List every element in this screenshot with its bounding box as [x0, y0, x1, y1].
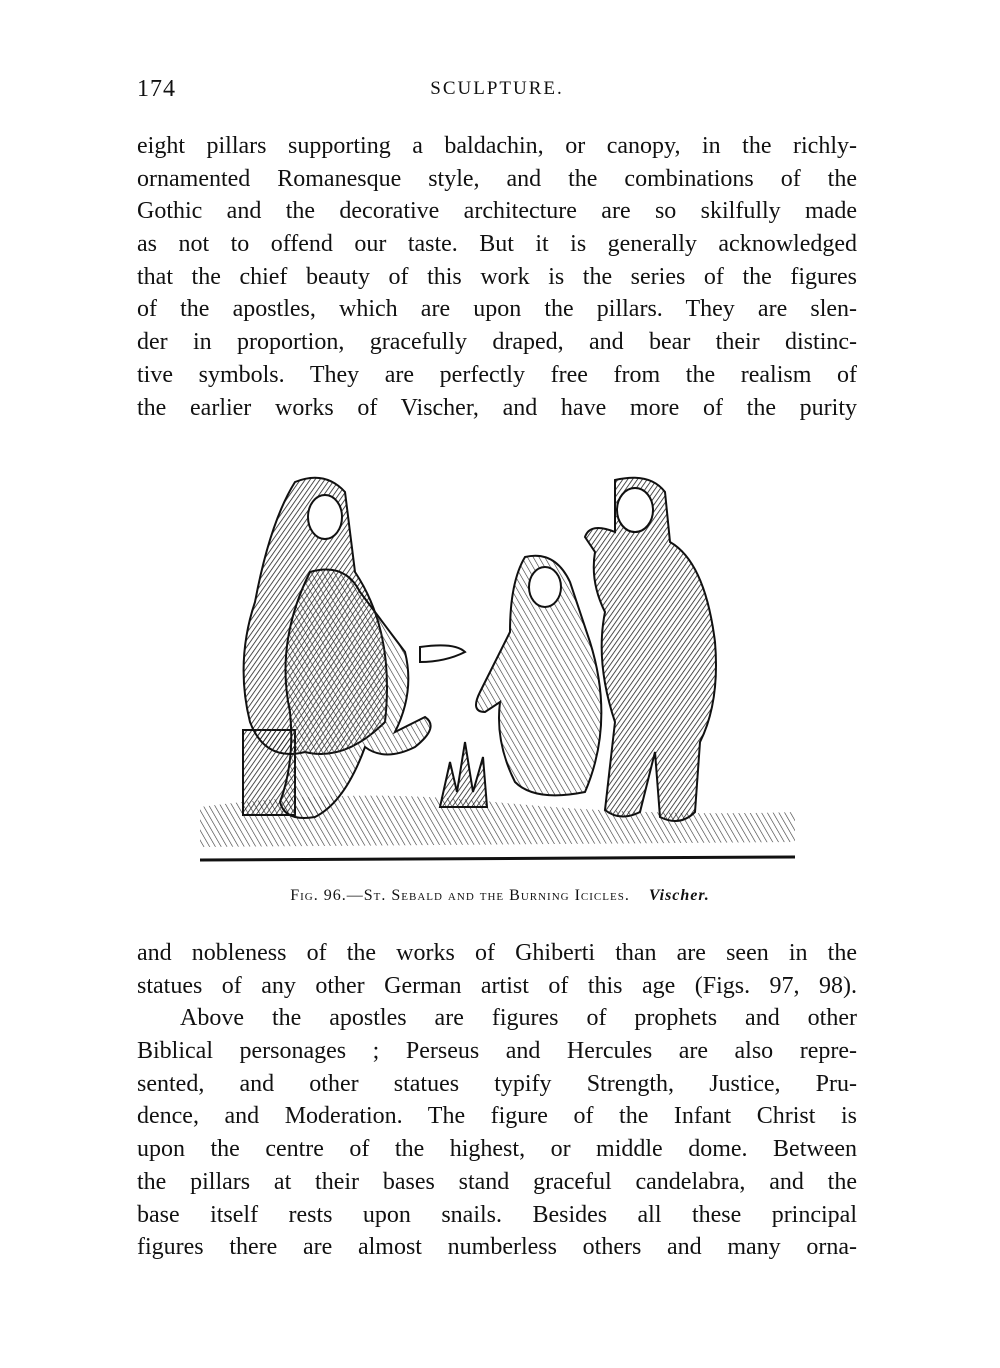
engraving-st-sebald [195, 462, 803, 870]
text-line: sented, and other statues typify Strength, Justice, Pru- [137, 1070, 857, 1097]
text-line: Biblical personages ; Perseus and Hercules are also repre- [137, 1038, 857, 1065]
figure-illustration [195, 462, 803, 870]
text-line: the pillars at their bases stand graceful candelabra, and the [137, 1168, 857, 1195]
text-line: the earlier works of Vischer, and have more of the purity [137, 394, 857, 421]
text-line: statues of any other German artist of this age (Figs. 97, 98). [137, 972, 857, 999]
text-line: tive symbols. They are perfectly free from the realism of [137, 361, 857, 388]
text-line: Above the apostles are figures of prophets and other [180, 1005, 857, 1032]
body-paragraph-bottom [137, 937, 857, 1264]
page-header [137, 76, 857, 106]
text-line: and nobleness of the works of Ghiberti than are seen in the [137, 940, 857, 966]
running-title: SCULPTURE. [430, 78, 564, 99]
text-line: der in proportion, gracefully draped, and bear their distinc- [137, 329, 857, 356]
caption-label: Fig. 96.—St. Sebald and the Burning Icicles. [290, 887, 630, 904]
text-line: that the chief beauty of this work is the series of the figures [137, 263, 857, 290]
caption-artist: Vischer. [648, 887, 710, 904]
text-line: eight pillars supporting a baldachin, or canopy, in the richly- [137, 133, 857, 159]
body-paragraph-top [137, 130, 857, 424]
text-line: of the apostles, which are upon the pillars. They are slen- [137, 296, 857, 323]
text-line: upon the centre of the highest, or middle dome. Between [137, 1136, 857, 1163]
page-number: 174 [137, 76, 176, 102]
text-line: figures there are almost numberless others and many orna- [137, 1234, 857, 1261]
text-line: dence, and Moderation. The figure of the Infant Christ is [137, 1103, 857, 1130]
text-line: base itself rests upon snails. Besides all these principal [137, 1201, 857, 1228]
figure-caption [0, 887, 1000, 905]
text-line: Gothic and the decorative architecture are so skilfully made [137, 198, 857, 225]
text-line: as not to offend our taste. But it is generally acknowledged [137, 231, 857, 258]
text-line: ornamented Romanesque style, and the combinations of the [137, 165, 857, 192]
